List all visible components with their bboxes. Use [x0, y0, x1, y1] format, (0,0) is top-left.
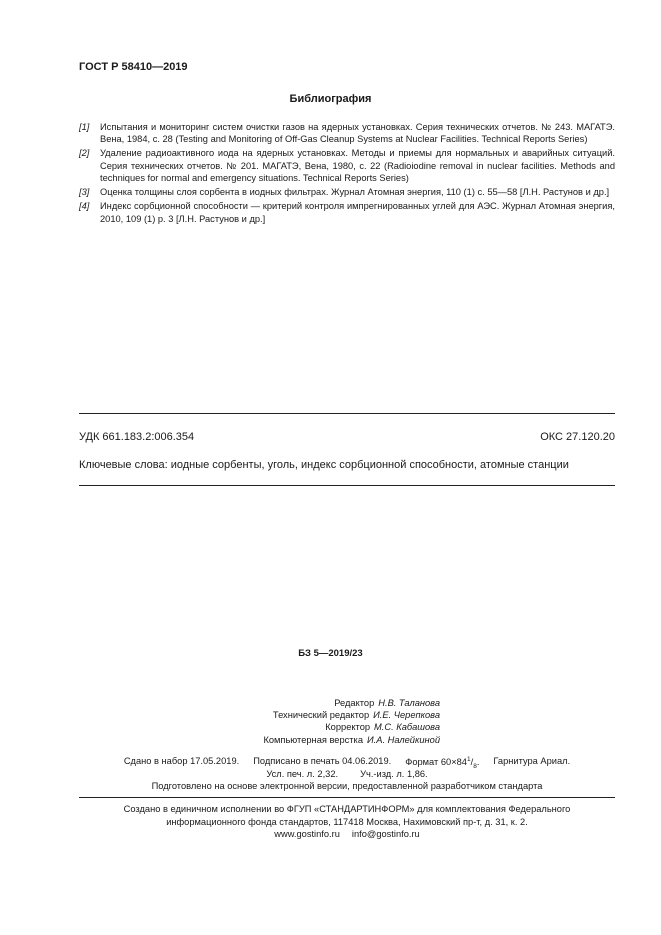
staff-name: Н.В. Таланова: [378, 698, 440, 708]
divider-top: [79, 413, 615, 414]
staff-line: [263, 709, 440, 721]
bibliography-item: [79, 121, 615, 146]
colophon-line: информационного фонда стандартов, 117418 Москва, Нахимовский пр-т, д. 31, к. 2.: [166, 816, 528, 827]
typeface: Гарнитура Ариал.: [493, 756, 571, 766]
publication-details-row2: [79, 769, 615, 779]
staff-role: Компьютерная верстка: [263, 734, 364, 745]
colophon: [79, 803, 615, 841]
bibliography-title: Библиография: [289, 93, 372, 105]
bibliography-item-number: [3]: [79, 187, 90, 198]
editorial-staff: [263, 697, 440, 746]
divider-colophon: [79, 797, 615, 798]
print-sheets: Усл. печ. л. 2,32.: [266, 769, 339, 779]
contacts: [79, 828, 615, 841]
prepared-note: Подготовлено на основе электронной версии, предоставленной разработчиком стандарта: [151, 781, 543, 791]
staff-line: [263, 734, 440, 746]
staff-role: Корректор: [325, 722, 371, 733]
bibliography-item-text: Индекс сорбционной способности — критерий контроля импрегнированных углей для АЭС. Журнал Атомная энергия, 2010, 109 (1) р. 3 [Л.Н. Растунов и др.]: [100, 201, 615, 224]
staff-line: [263, 697, 440, 709]
bibliography-item: [79, 147, 615, 184]
colophon-line: Создано в единичном исполнении во ФГУП «СТАНДАРТИНФОРМ» для комплектования Федерального: [123, 804, 571, 814]
publishing-sheets: Уч.-изд. л. 1,86.: [360, 769, 428, 779]
divider-bottom: [79, 485, 615, 486]
bibliography-item-number: [2]: [79, 148, 90, 159]
bibliography-item-number: [4]: [79, 201, 90, 212]
website-link[interactable]: www.gostinfo.ru: [274, 829, 340, 840]
standard-code: ГОСТ Р 58410—2019: [79, 61, 188, 73]
bz-number: БЗ 5—2019/23: [298, 648, 363, 659]
staff-name: И.А. Налейкиной: [367, 734, 440, 745]
staff-role: Технический редактор: [272, 710, 370, 721]
udk-code: УДК 661.183.2:006.354: [79, 431, 195, 443]
bibliography-item-text: Удаление радиоактивного иода на ядерных установках. Методы и приемы для нормальных и аварийных ситуаций. Серия технических отчетов. № 201. МАГАТЭ, Вена, 1980, с. 22 (Radioiodine removal in nuclear facilities. Methods and techniques for normal and emergency situations. Technical Reports Series): [100, 148, 615, 184]
oks-code: ОКС 27.120.20: [540, 431, 615, 443]
bibliography-item: [79, 200, 615, 225]
paper-format: Формат $60\times 84^1/_8$.: [405, 756, 480, 770]
staff-line: [263, 721, 440, 733]
email-link[interactable]: info@gostinfo.ru: [351, 829, 420, 840]
staff-name: М.С. Кабашова: [374, 722, 440, 733]
bibliography-item-text: Испытания и мониторинг систем очистки газов на ядерных установках. Серия технических отчетов. № 243. МАГАТЭ. Вена, 1984, с. 28 (Testing and Monitoring of Off-Gas Cleanup Systems at Nuclear Facilities. Technical Reports Series): [100, 122, 615, 145]
bibliography-item: [79, 186, 615, 198]
bibliography-item-text: Оценка толщины слоя сорбента в иодных фильтрах. Журнал Атомная энергия, 110 (1) с. 55—58 [Л.Н. Растунов и др.]: [100, 187, 610, 198]
signed-date: Подписано в печать 04.06.2019.: [253, 756, 392, 766]
submitted-date: Сдано в набор 17.05.2019.: [123, 756, 240, 766]
staff-role: Редактор: [334, 698, 375, 708]
staff-name: И.Е. Черепкова: [373, 710, 440, 721]
publication-details-row1: [79, 756, 615, 770]
keywords: Ключевые слова: иодные сорбенты, уголь, индекс сорбционной способности, атомные станции: [79, 459, 569, 471]
bibliography-item-number: [1]: [79, 122, 90, 132]
bibliography-list: [79, 121, 615, 227]
